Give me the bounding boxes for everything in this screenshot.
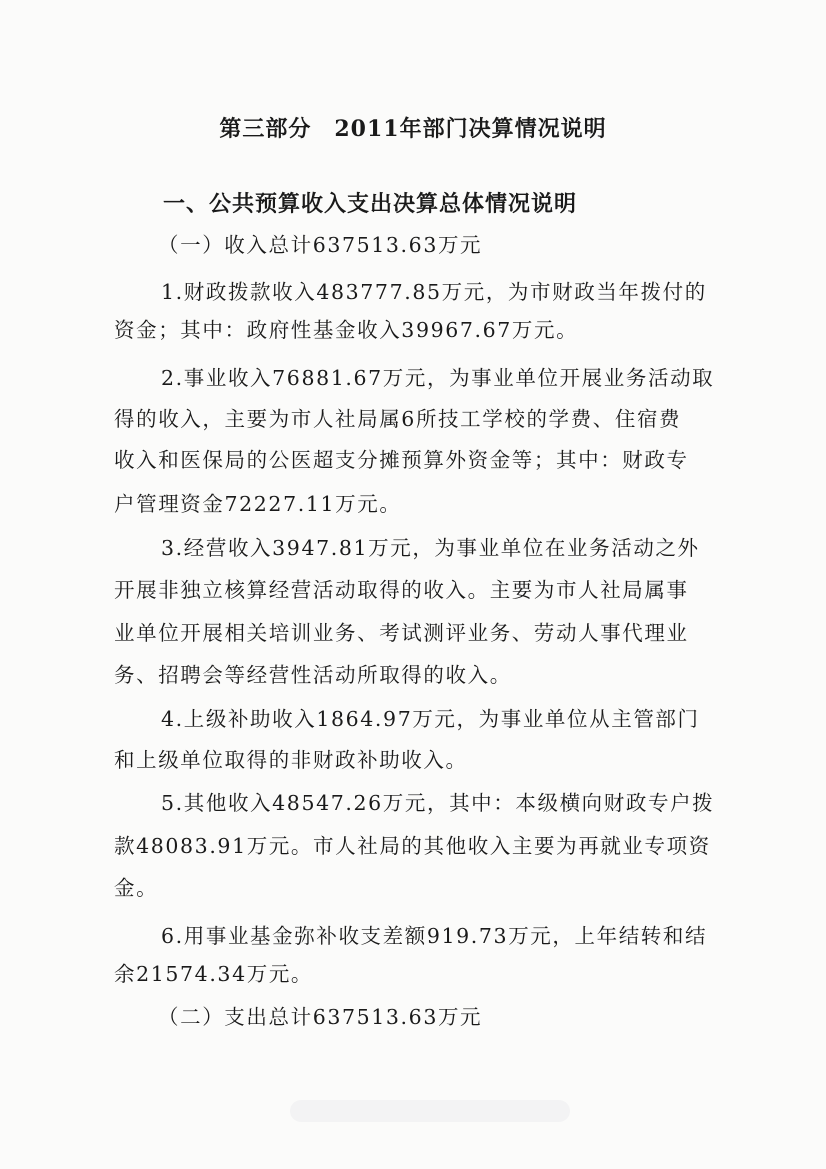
paragraph-line: 和上级单位取得的非财政补助收入。 bbox=[114, 748, 468, 772]
paragraph-line: 2.事业收入76881.67万元，为事业单位开展业务活动取 bbox=[161, 366, 715, 390]
expense-total: （二）支出总计637513.63万元 bbox=[158, 1005, 483, 1029]
paragraph-line: 1.财政拨款收入483777.85万元，为市财政当年拨付的 bbox=[161, 280, 707, 304]
section-heading: 一、公共预算收入支出决算总体情况说明 bbox=[163, 191, 578, 217]
paragraph-line: 收入和医保局的公医超支分摊预算外资金等；其中：财政专 bbox=[114, 448, 689, 472]
paragraph-line: 5.其他收入48547.26万元，其中：本级横向财政专户拨 bbox=[161, 791, 715, 815]
paragraph-line: 金。 bbox=[114, 876, 159, 900]
paragraph-line: 业单位开展相关培训业务、考试测评业务、劳动人事代理业 bbox=[114, 621, 689, 645]
income-total: （一）收入总计637513.63万元 bbox=[158, 233, 483, 257]
paragraph-line: 6.用事业基金弥补收支差额919.73万元，上年结转和结 bbox=[161, 924, 708, 948]
paragraph-line: 务、招聘会等经营性活动所取得的收入。 bbox=[114, 663, 512, 687]
paragraph-line: 款48083.91万元。市人社局的其他收入主要为再就业专项资 bbox=[114, 834, 711, 858]
page-title: 第三部分 2011年部门决算情况说明 bbox=[219, 116, 607, 142]
paragraph-line: 3.经营收入3947.81万元，为事业单位在业务活动之外 bbox=[161, 536, 700, 560]
paragraph-line: 得的收入，主要为市人社局属6所技工学校的学费、住宿费 bbox=[114, 407, 682, 431]
paragraph-line: 户管理资金72227.11万元。 bbox=[114, 492, 402, 516]
paragraph-line: 开展非独立核算经营活动取得的收入。主要为市人社局属事 bbox=[114, 578, 689, 602]
paragraph-line: 4.上级补助收入1864.97万元，为事业单位从主管部门 bbox=[161, 707, 700, 731]
paragraph-line: 余21574.34万元。 bbox=[114, 962, 314, 986]
scan-smudge bbox=[290, 1100, 570, 1122]
paragraph-line: 资金；其中：政府性基金收入39967.67万元。 bbox=[114, 318, 579, 342]
